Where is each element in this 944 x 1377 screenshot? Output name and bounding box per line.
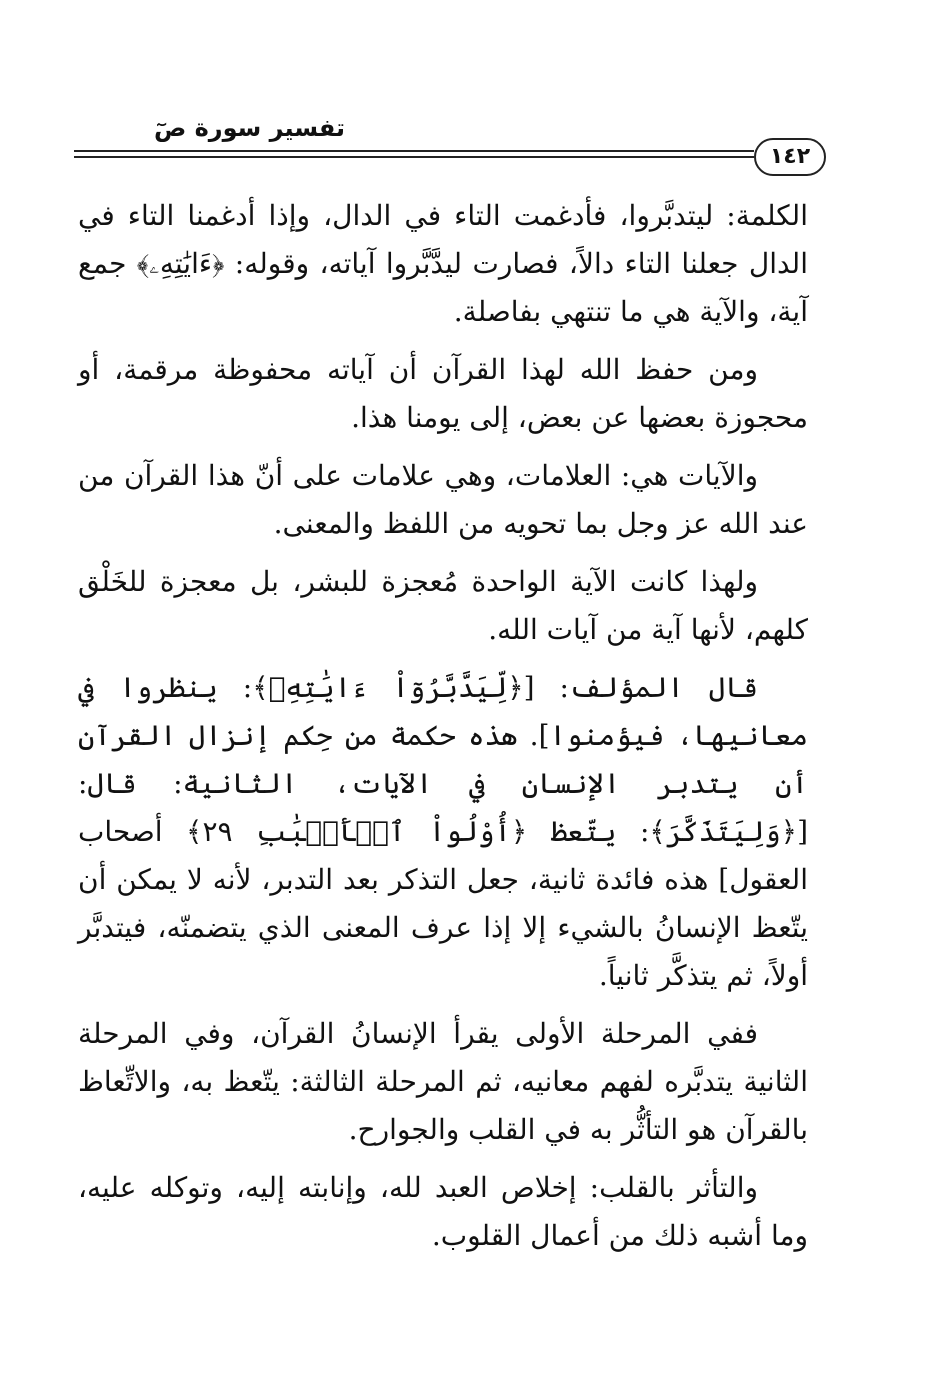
paragraph-5: قال المؤلف: [﴿لِّيَدَّبَّرُوٓاْ ءَايَٰتِهِۦ﴾: ينظروا في معانيها، فيؤمنوا]. هذه حكمة من حِكم إنزال القرآن أن يتدبر الإنسان في الآيات، الثانية: قال: [﴿وَلِيَتَذَكَّرَ﴾: يتّعظ ﴿أُوْلُواْ ٱلۡأَلۡبَٰبِ ٢٩﴾ أصحاب العقول] هذه فائدة ثانية، جعل التذكر بعد التدبر، لأنه لا يمكن أن يتّعظ الإنسانُ بالشيء إلا إذا عرف المعنى الذي يتضمنّه، فيتدبَّر أولاً، ثم يتذكَّر ثانياً. bbox=[78, 671, 809, 992]
page-header bbox=[74, 108, 826, 188]
paragraph-4: ولهذا كانت الآية الواحدة مُعجزة للبشر، بل معجزة للخَلْق كلهم، لأنها آية من آيات الله. bbox=[78, 565, 808, 646]
paragraph-1: الكلمة: ليتدبَّروا، فأدغمت التاء في الدال، وإذا أدغمنا التاء في الدال جعلنا التاء دالاً، فصارت ليدَّبَّروا آياته، وقوله: ﴿ءَايَٰتِهِۦ﴾ جمع آية، والآية هي ما تنتهي بفاصلة. bbox=[78, 199, 808, 328]
paragraph-7: والتأثر بالقلب: إخلاص العبد لله، وإنابته إليه، وتوكله عليه، وما أشبه ذلك من أعمال القلوب. bbox=[78, 1171, 808, 1252]
running-title: تفسير سورة صٓ bbox=[154, 114, 346, 142]
paragraph-6: ففي المرحلة الأولى يقرأ الإنسانُ القرآن، وفي المرحلة الثانية يتدبَّره لفهم معانيه، ثم المرحلة الثالثة: يتّعظ به، والاتِّعاظ بالقرآن هو التأثُّر به في القلب والجوارح. bbox=[78, 1017, 808, 1146]
paragraph-2: ومن حفظ الله لهذا القرآن أن آياته محفوظة مرقمة، أو محجوزة بعضها عن بعض، إلى يومنا هذا. bbox=[78, 353, 808, 434]
page-number-badge: ١٤٢ bbox=[754, 138, 826, 176]
paragraph-3: والآيات هي: العلامات، وهي علامات على أنّ هذا القرآن من عند الله عز وجل بما تحويه من اللفظ والمعنى. bbox=[78, 459, 808, 540]
body-text bbox=[78, 192, 808, 1270]
header-rule-top bbox=[74, 150, 754, 152]
header-rule-bottom bbox=[74, 156, 754, 158]
